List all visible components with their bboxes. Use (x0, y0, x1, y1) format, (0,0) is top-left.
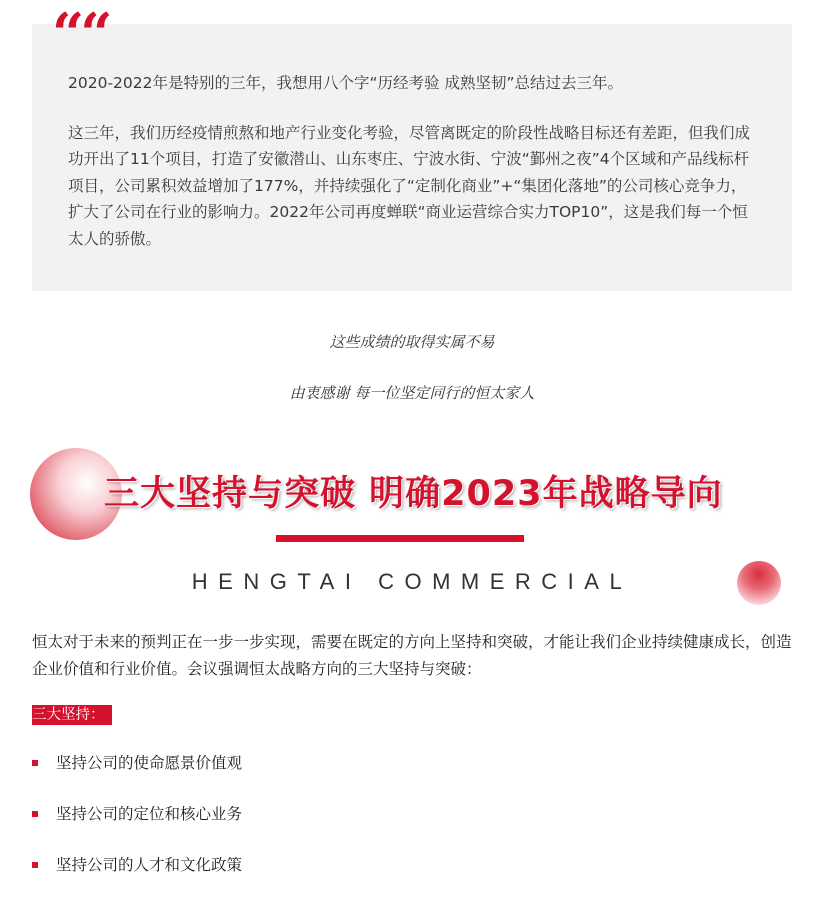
list-item (32, 802, 792, 827)
bullet-list (32, 751, 792, 904)
list-item-text: 坚持公司的使命愿景价值观 (56, 754, 243, 772)
bullet-square-icon (32, 760, 38, 766)
quote-paragraph-1: 2020-2022年是特别的三年，我想用八个字“历经考验 成熟坚韧”总结过去三年。 (68, 74, 623, 92)
section-title: 三大坚持与突破 明确2023年战略导向 (104, 474, 723, 514)
brand-english-subtitle: HENGTAI COMMERCIAL (191, 569, 633, 594)
bullet-square-icon (32, 811, 38, 817)
quote-box (32, 24, 792, 291)
bullet-square-icon (32, 862, 38, 868)
thanks-line-2: 由衷感谢 每一位坚定同行的恒太家人 (289, 384, 535, 402)
list-item (32, 853, 792, 878)
list-item-text: 坚持公司的人才和文化政策 (56, 856, 243, 874)
quote-mark-icon: ““ (52, 1, 109, 67)
thanks-line-1: 这些成绩的取得实属不易 (329, 333, 495, 351)
list-item-text: 坚持公司的定位和核心业务 (56, 805, 243, 823)
decorative-circle-small (737, 561, 781, 605)
quote-paragraph-2: 这三年，我们历经疫情煎熬和地产行业变化考验，尽管离既定的阶段性战略目标还有差距，但我们成功开出了11个项目，打造了安徽潜山、山东枣庄、宁波水街、宁波“鄞州之夜”4个区域和产品线标杆项目，公司累积效益增加了177%，并持续强化了“定制化商业”+“集团化落地”的公司核心竞争力，扩大了公司在行业的影响力。2022年公司再度蝉联“商业运营综合实力TOP10”，这是我们每一个恒太人的骄傲。 (68, 123, 751, 248)
list-item (32, 751, 792, 776)
title-underline-bar (276, 535, 524, 542)
intro-paragraph: 恒太对于未来的预判正在一步一步实现，需要在既定的方向上坚持和突破，才能让我们企业持续健康成长，创造企业价值和行业价值。会议强调恒太战略方向的三大坚持与突破： (32, 633, 792, 678)
section-tag: 三大坚持： (32, 705, 112, 725)
